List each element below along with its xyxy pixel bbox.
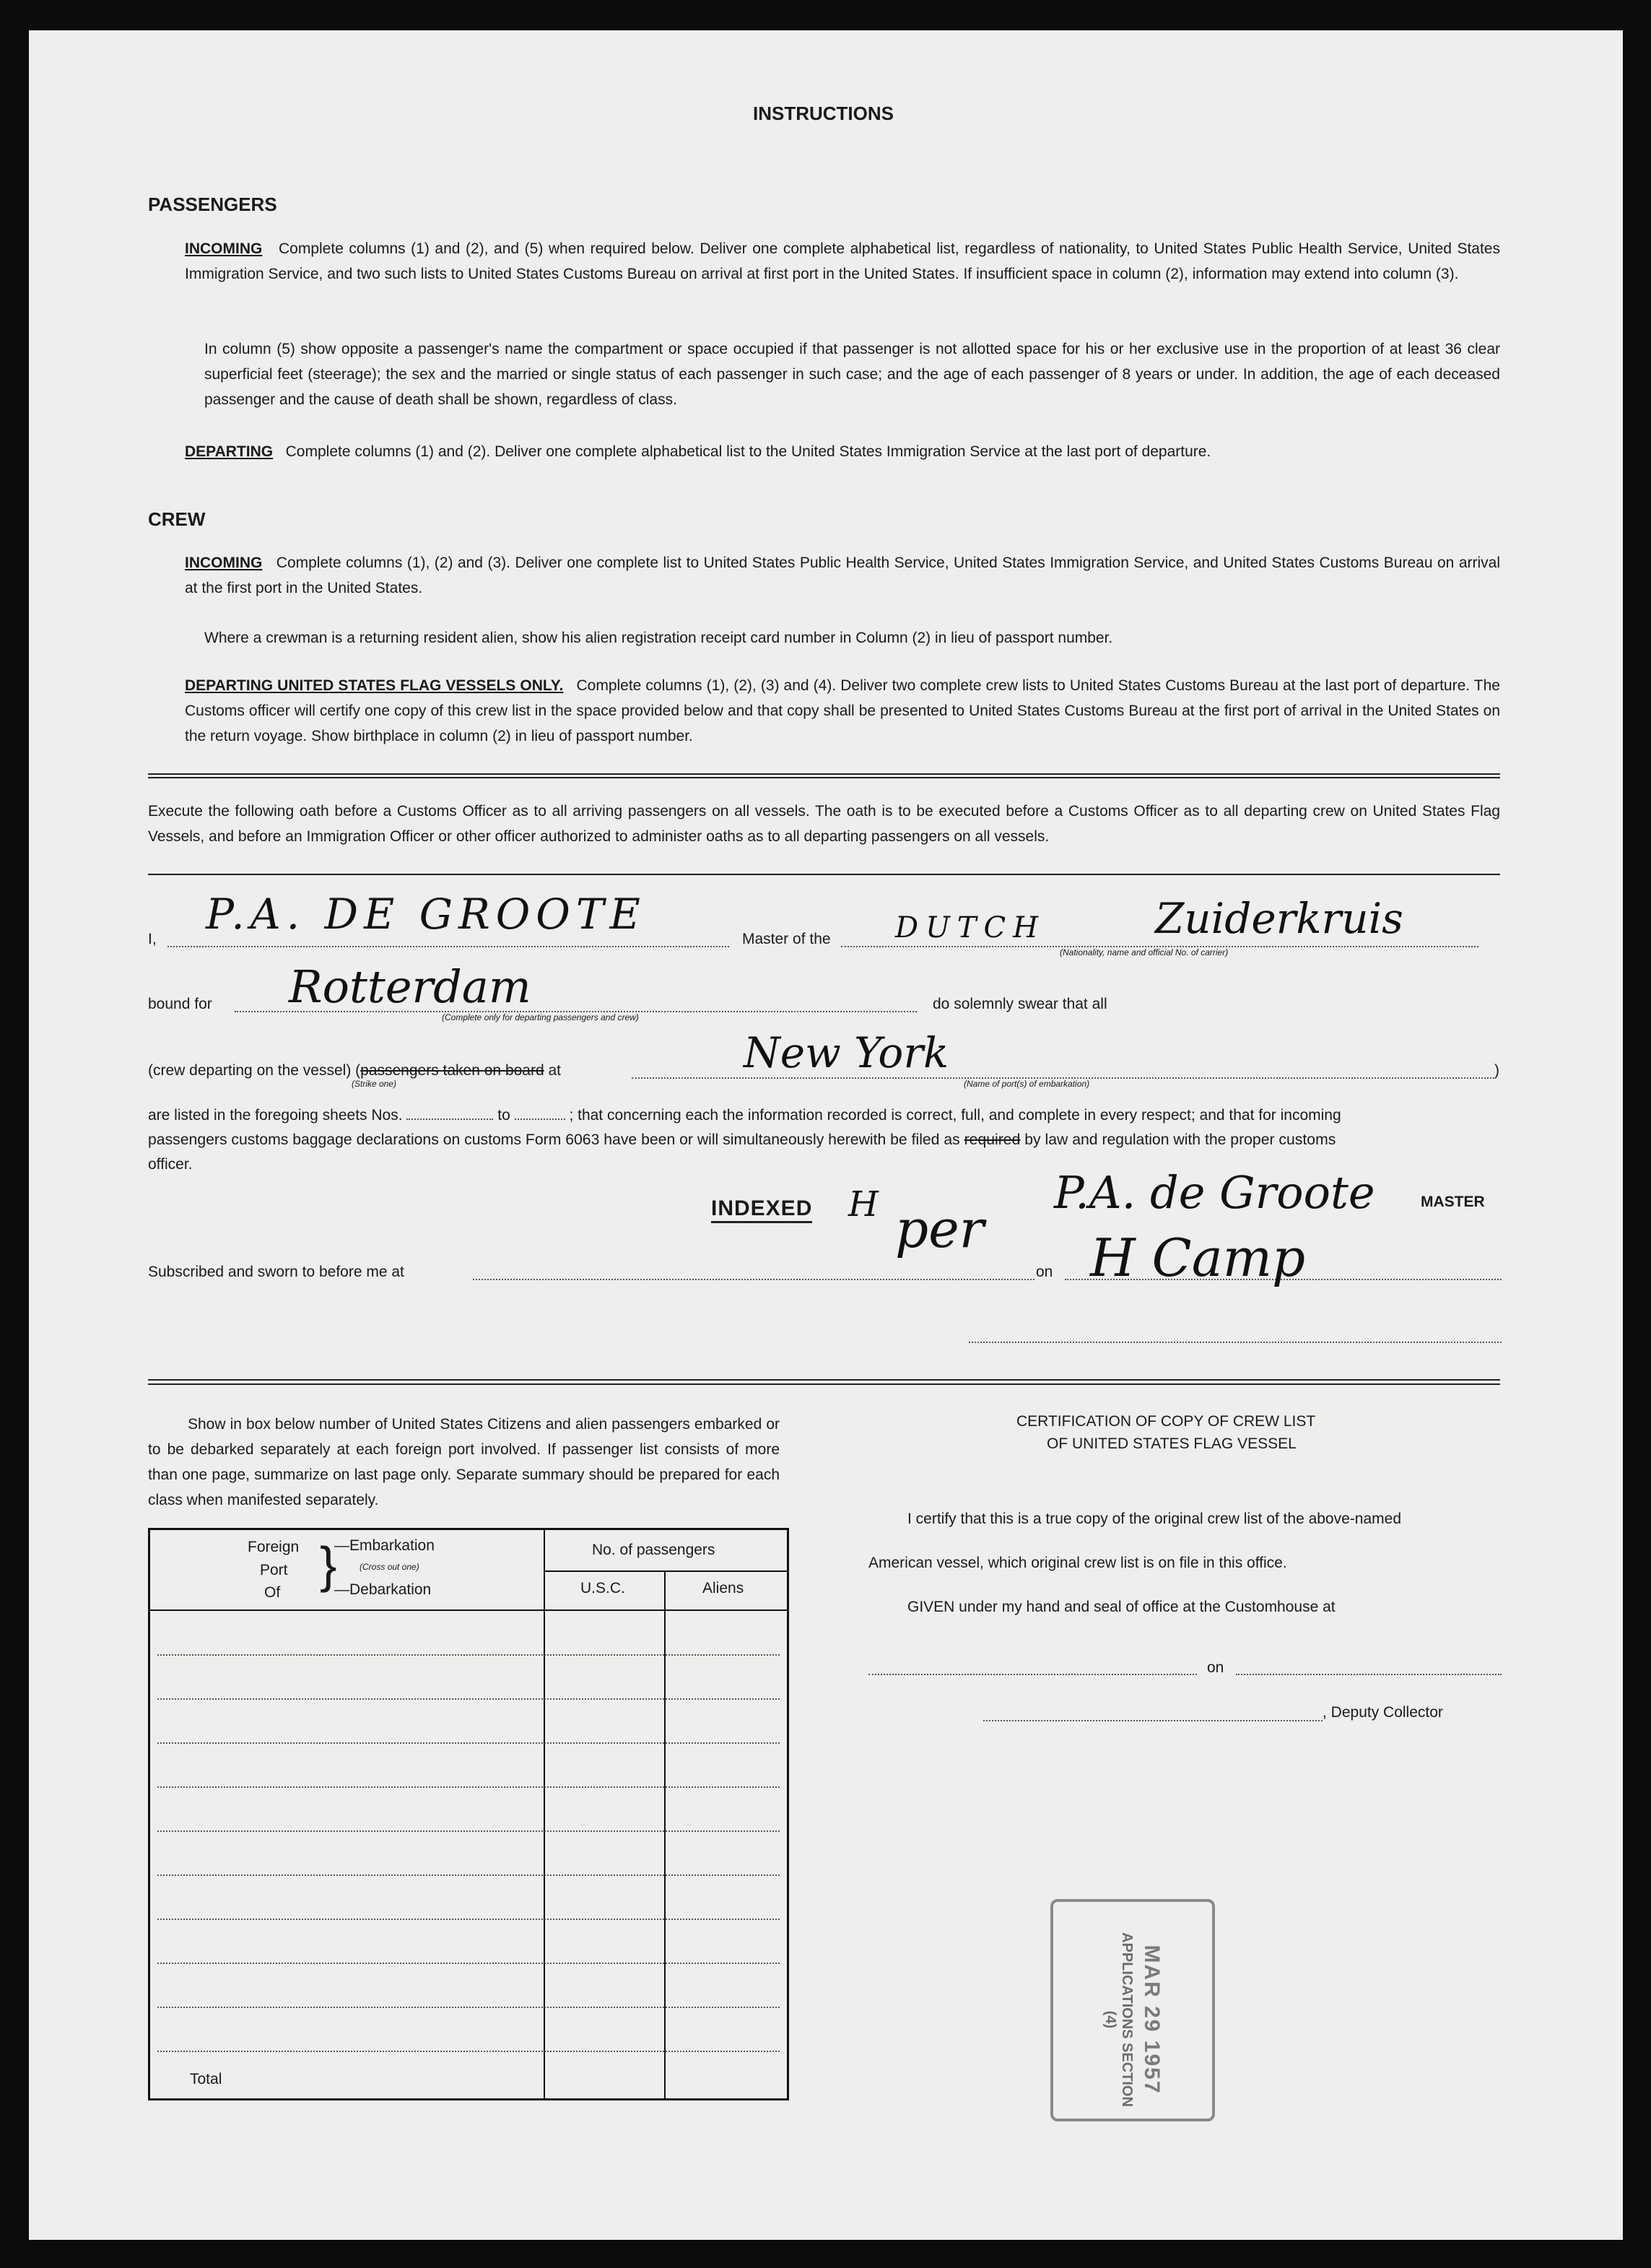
signature-name: P.A. de Groote <box>1054 1166 1375 1219</box>
header-passengers: No. of passengers <box>592 1542 715 1558</box>
sheets-text: ; that concerning each the information recorded is correct, full, and complete in every respect; and that for incoming <box>569 1107 1341 1124</box>
passengers-departing-label: DEPARTING <box>185 443 274 460</box>
table-row[interactable] <box>157 2007 780 2008</box>
nationality-handwritten: DUTCH <box>895 911 1045 944</box>
divider-1b <box>148 777 1500 778</box>
header-embarkation: —Embarkation <box>334 1537 435 1554</box>
certification-date-line <box>1236 1674 1502 1675</box>
header-port: Port <box>260 1562 288 1578</box>
divider-2 <box>148 874 1500 875</box>
passengers-incoming-text: Complete columns (1) and (2), and (5) when required below. Deliver one complete alphabetical list, regardless of nationality, to United States Public Health Service, United States Immigration Service, and two such lists to United States Customs Bureau on arrival at first port in the United States. If insufficient space in column (2), information may extend into column (3). <box>185 240 1500 282</box>
table-row[interactable] <box>157 1874 780 1876</box>
header-brace: } <box>320 1537 337 1593</box>
header-foreign: Foreign <box>248 1539 300 1555</box>
strike-caption: (Strike one) <box>352 1079 397 1089</box>
sheets-line <box>148 1103 1341 1128</box>
crew-departing-label: DEPARTING UNITED STATES FLAG VESSELS ONLY. <box>185 677 564 694</box>
deputy-signature-line <box>983 1720 1323 1721</box>
table-row[interactable] <box>157 1742 780 1744</box>
to-label: to <box>497 1107 510 1124</box>
vessel-handwritten: Zuiderkruis <box>1155 894 1403 943</box>
passengers-incoming-paragraph <box>185 236 1500 287</box>
subscribed-on-label: on <box>1036 1264 1053 1280</box>
customhouse-line <box>868 1674 1197 1675</box>
sheets-text-2: passengers customs baggage declarations on customs Form 6063 have been or will simultaneously herewith be filed as <box>148 1131 960 1148</box>
bound-caption: (Complete only for departing passengers and crew) <box>442 1012 639 1022</box>
certification-heading-1: CERTIFICATION OF COPY OF CREW LIST <box>1016 1413 1316 1430</box>
signature-agent: H Camp <box>1090 1228 1306 1288</box>
master-label: MASTER <box>1421 1194 1485 1210</box>
divider-1 <box>148 773 1500 775</box>
passengers-departing-text: Complete columns (1) and (2). Deliver one complete alphabetical list to the United States Immigration Service at the last port of departure. <box>285 443 1211 460</box>
crew-departing-label-text: (crew departing on the vessel) ( <box>148 1062 361 1079</box>
port-handwritten: New York <box>744 1028 949 1077</box>
table-row[interactable] <box>157 1654 780 1656</box>
passengers-column5-paragraph: In column (5) show opposite a passenger's name the compartment or space occupied if that passenger is not allotted space for his or her exclusive use in the proportion of at least 36 clear superficial feet (steerage); the sex and the married or single status of each passenger in such case; and the age of each passenger of 8 years or under. In addition, the age of each deceased passenger and the cause of death shall be shown, regardless of class. <box>204 341 1500 408</box>
crew-incoming-paragraph <box>185 550 1500 601</box>
table-row[interactable] <box>157 1919 780 1920</box>
header-of: Of <box>264 1584 281 1601</box>
deputy-label: , Deputy Collector <box>1323 1704 1443 1721</box>
total-label: Total <box>190 2071 222 2087</box>
summary-instructions: Show in box below number of United States Citizens and alien passengers embarked or to be debarked separately at each foreign port involved. If passenger list consists of more than one page, summarize on last page only. Separate summary should be prepared for each class when manifested separately. <box>148 1416 780 1508</box>
oath-intro: Execute the following oath before a Customs Officer as to all arriving passengers on all vessels. The oath is to be executed before a Customs Officer as to all departing crew on United States Flag Vessels, and before an Immigration Officer or other officer authorized to administer oaths as to all departing passengers on all vessels. <box>148 803 1500 845</box>
nationality-caption: (Nationality, name and official No. of carrier) <box>1060 947 1229 957</box>
summary-table <box>148 1528 789 2100</box>
officer-label: officer. <box>148 1156 193 1173</box>
crew-heading: CREW <box>148 508 206 530</box>
master-name-line <box>167 946 729 947</box>
indexed-stamp: INDEXED <box>711 1196 812 1223</box>
stamp-section: APPLICATIONS SECTION <box>1119 1932 1135 2107</box>
crew-resident-paragraph: Where a crewman is a returning resident alien, show his alien registration receipt card number in Column (2) in lieu of passport number. <box>204 630 1113 646</box>
passengers-departing-paragraph <box>185 439 1500 464</box>
certification-on-label: on <box>1207 1659 1224 1676</box>
stamp-mark: (4) <box>1102 2010 1118 2029</box>
crew-departing-text: Complete columns (1), (2), (3) and (4). Deliver two complete crew lists to United States Customs Bureau at the last port of departure. The Customs officer will certify one copy of this crew list in the space provided below and that copy shall be presented to United States Customs Bureau at the first port of arrival in the United States on the return voyage. Show birthplace in column (2) in lieu of passport number. <box>185 677 1500 744</box>
passengers-heading: PASSENGERS <box>148 194 277 215</box>
table-row[interactable] <box>157 2051 780 2052</box>
signature-per: per <box>895 1199 985 1259</box>
close-paren: ) <box>1494 1062 1499 1079</box>
swear-text: do solemnly swear that all <box>933 996 1107 1012</box>
header-usc: U.S.C. <box>580 1580 625 1596</box>
indexed-mark: H <box>848 1184 879 1225</box>
officer-signature-line <box>969 1342 1502 1343</box>
divider-3b <box>148 1383 1500 1385</box>
certify-line-2: American vessel, which original crew list is on file in this office. <box>868 1555 1287 1571</box>
required-struck: required <box>964 1131 1021 1148</box>
master-of-label: Master of the <box>742 931 831 947</box>
received-stamp <box>1050 1899 1215 2121</box>
sheets-line-2 <box>148 1128 1336 1152</box>
stamp-date: MAR 29 1957 <box>1140 1945 1164 2095</box>
port-caption: (Name of port(s) of embarkation) <box>964 1079 1090 1089</box>
crew-incoming-label: INCOMING <box>185 555 263 571</box>
divider-3 <box>148 1379 1500 1381</box>
certification-heading-2: OF UNITED STATES FLAG VESSEL <box>1047 1435 1297 1452</box>
subscribed-label: Subscribed and sworn to before me at <box>148 1264 404 1280</box>
bound-for-label: bound for <box>148 996 212 1012</box>
bound-for-handwritten: Rotterdam <box>289 960 531 1013</box>
passengers-struck: passengers taken on board <box>360 1062 544 1079</box>
sheets-label: are listed in the foregoing sheets Nos. <box>148 1107 403 1124</box>
header-aliens: Aliens <box>702 1580 744 1596</box>
table-row[interactable] <box>157 1830 780 1832</box>
certify-line-1: I certify that this is a true copy of the original crew list of the above-named <box>907 1511 1401 1527</box>
page-title: INSTRUCTIONS <box>753 103 894 124</box>
header-debarkation: —Debarkation <box>334 1581 432 1598</box>
sheets-text-3: by law and regulation with the proper customs <box>1024 1131 1336 1148</box>
header-crossout: (Cross out one) <box>360 1562 419 1572</box>
table-row[interactable] <box>157 1786 780 1788</box>
table-row[interactable] <box>157 1698 780 1700</box>
given-text: GIVEN under my hand and seal of office at the Customhouse at <box>907 1599 1336 1615</box>
table-row[interactable] <box>157 1963 780 1964</box>
passengers-incoming-label: INCOMING <box>185 240 263 257</box>
at-label: at <box>548 1062 562 1079</box>
crew-departing-paragraph <box>185 673 1500 749</box>
crew-incoming-text: Complete columns (1), (2) and (3). Deliver one complete list to United States Public Health Service, United States Immigration Service, and United States Customs Bureau on arrival at the first port in the United States. <box>185 555 1500 596</box>
oath-i-label: I, <box>148 931 157 947</box>
master-name-handwritten: P.A. DE GROOTE <box>206 890 646 939</box>
subscribed-place-line <box>473 1279 1034 1280</box>
